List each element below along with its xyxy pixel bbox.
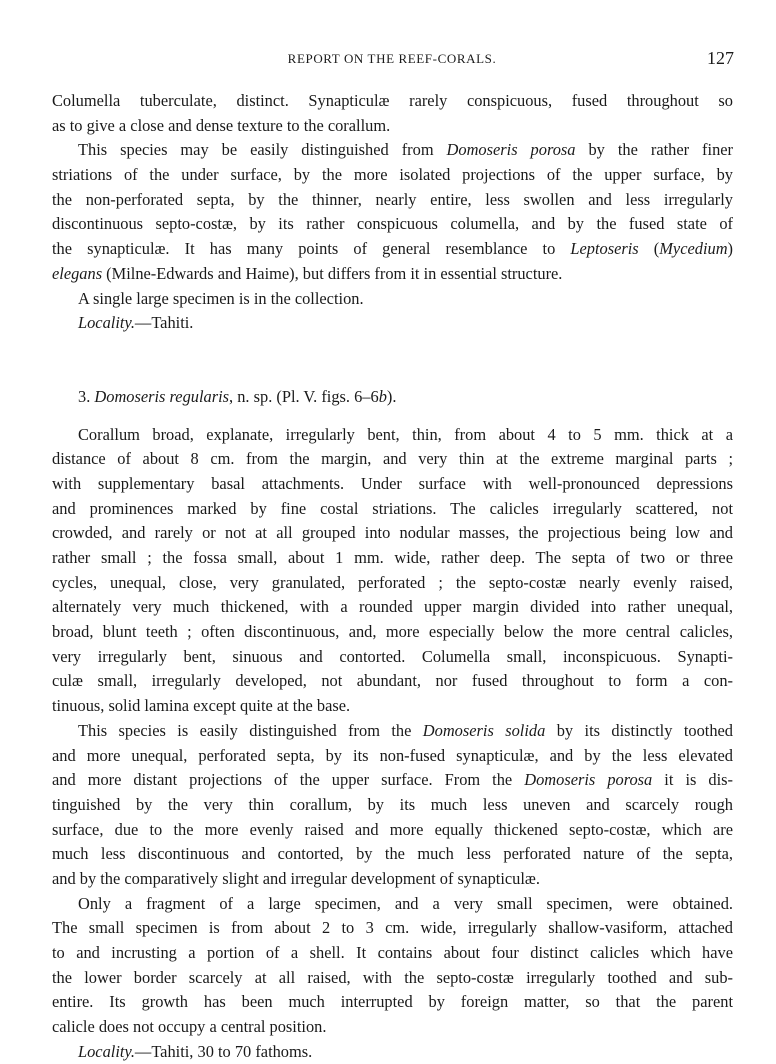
running-title: REPORT ON THE REEF-CORALS. (287, 51, 497, 66)
locality-line (52, 1040, 733, 1064)
paragraph-line: tinuous, solid lamina except quite at the base. (52, 696, 351, 716)
paragraph-line: distance of about 8 cm. from the margin, and very thin at the extreme marginal parts ; (52, 449, 733, 469)
paragraph-line: the lower border scarcely at all raised, with the septo-costæ irregularly toothed and sub- (52, 967, 733, 987)
paragraph-line: and by the comparatively slight and irregular development of synapticulæ. (52, 868, 540, 888)
species-heading: 3. Domoseris regularis, n. sp. (Pl. V. figs. 6–6b). (78, 386, 397, 406)
taxon-name: Leptoseris (570, 239, 639, 259)
locality-label: Locality. (78, 313, 135, 333)
paragraph-line: elegans (Milne-Edwards and Haime), but differs from it in essential structure. (52, 263, 563, 283)
species-name: Domoseris regularis (94, 386, 230, 406)
paragraph-line: much less discontinuous and contorted, by the much less perforated nature of the septa, (52, 844, 733, 864)
paragraph-line: and more distant projections of the upper surface. From the Domoseris porosa it is dis- (52, 770, 733, 790)
locality-label: Locality. (78, 1041, 135, 1061)
paragraph-line: broad, blunt teeth ; often discontinuous, and, more especially below the more central calicles, (52, 622, 733, 642)
paragraph-line: and more unequal, perforated septa, by its non-fused synapticulæ, and by the less elevated (52, 745, 733, 765)
running-head (52, 48, 732, 70)
paragraph-line: surface, due to the more evenly raised and more equally thickened septo-costæ, which are (52, 819, 733, 839)
taxon-name: Domoseris solida (422, 720, 546, 740)
specimen-note: A single large specimen is in the collection. (78, 288, 364, 308)
paragraph-line: cycles, unequal, close, very granulated, perforated ; the septo-costæ nearly evenly raised, (52, 572, 733, 592)
paragraph-line: Corallum broad, explanate, irregularly bent, thin, from about 4 to 5 mm. thick at a (78, 424, 733, 444)
section-spacer (52, 336, 733, 385)
heading-spacer (52, 410, 733, 423)
paragraph-line: tinguished by the very thin corallum, by its much less uneven and scarcely rough (52, 794, 733, 814)
paragraph-line: the non-perforated septa, by the thinner, nearly entire, less swollen and less irregularly (52, 189, 733, 209)
paragraph-line: alternately very much thickened, with a rounded upper margin divided into rather unequal, (52, 597, 733, 617)
paragraph-line: Columella tuberculate, distinct. Synapticulæ rarely conspicuous, fused throughout so (52, 91, 733, 110)
paragraph-line: as to give a close and dense texture to the corallum. (52, 115, 391, 135)
paragraph-line: the synapticulæ. It has many points of general resemblance to Leptoseris (Mycedium) (52, 239, 733, 259)
page-number: 127 (707, 48, 734, 68)
paragraph-line: very irregularly bent, sinuous and contorted. Columella small, inconspicuous. Synapti- (52, 646, 733, 666)
paragraph-line: with supplementary basal attachments. Under surface with well-pronounced depressions (52, 473, 733, 493)
locality-value: —Tahiti. (134, 313, 194, 333)
locality-line (52, 311, 733, 336)
paragraph-line: rather small ; the fossa small, about 1 mm. wide, rather deep. The septa of two or three (52, 548, 733, 567)
locality-value: —Tahiti, 30 to 70 fathoms. (134, 1041, 313, 1061)
paragraph-line: This species is easily distinguished from the Domoseris solida by its distinctly toothed (78, 720, 733, 740)
paragraph-line: This species may be easily distinguished from Domoseris porosa by the rather finer (78, 140, 733, 160)
paragraph-line: discontinuous septo-costæ, by its rather conspicuous columella, and by the fused state of (52, 214, 733, 234)
paragraph-line: Only a fragment of a large specimen, and a very small specimen, were obtained. (78, 893, 733, 913)
paragraph-line: and prominences marked by fine costal striations. The calicles irregularly scattered, not (52, 498, 733, 518)
paragraph-line: culæ small, irregularly developed, not abundant, nor fused throughout to form a con- (52, 671, 733, 691)
paragraph-line: to and incrusting a portion of a shell. It contains about four distinct calicles which have (52, 943, 733, 962)
paragraph-line: The small specimen is from about 2 to 3 cm. wide, irregularly shallow-vasiform, attached (52, 918, 733, 938)
taxon-name: Domoseris porosa (524, 770, 653, 790)
taxon-name: Mycedium (659, 239, 728, 259)
body-text (52, 89, 733, 1064)
taxon-name: elegans (52, 263, 103, 283)
paragraph-line: crowded, and rarely or not at all grouped into nodular masses, the projectious being low and (52, 523, 733, 543)
taxon-name: Domoseris porosa (446, 140, 576, 160)
paragraph-line: entire. Its growth has been much interrupted by foreign matter, so that the parent (52, 992, 733, 1012)
paragraph-line: striations of the under surface, by the more isolated projections of the upper surface, by (52, 165, 733, 185)
paragraph-line: calicle does not occupy a central position. (52, 1017, 327, 1037)
